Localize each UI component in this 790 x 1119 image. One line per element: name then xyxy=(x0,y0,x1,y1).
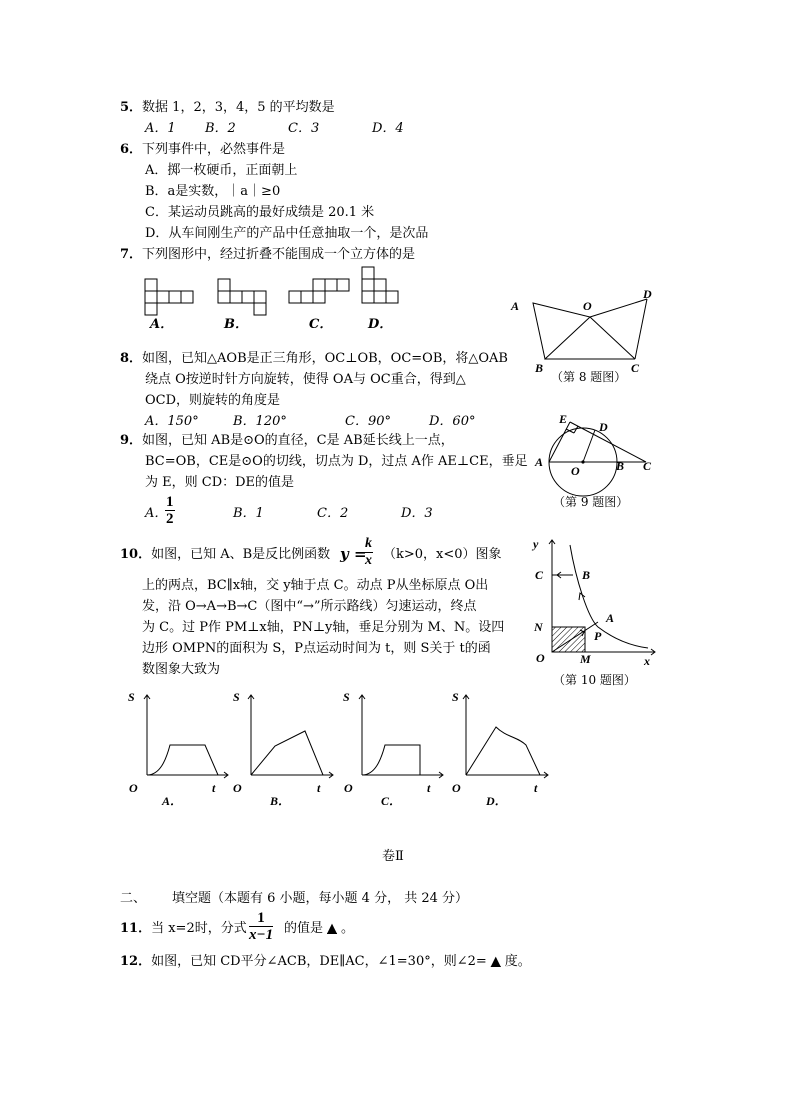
q9-option-a: A． xyxy=(145,506,168,521)
q8-line-3: OCD，则旋转的角度是 xyxy=(145,393,281,408)
q10-y-equals: y = xyxy=(340,545,367,563)
fig9-label-d: D xyxy=(599,420,608,434)
fig10-label-c: C xyxy=(535,568,544,582)
graph-b-option: B． xyxy=(270,794,291,808)
q11-frac-numerator: 1 xyxy=(249,910,273,927)
graph-d-t-label: t xyxy=(534,781,538,795)
graph-d-o-label: O xyxy=(452,781,461,795)
q10-line-6: 数图象大致为 xyxy=(142,662,221,677)
q5-option-c: C．3 xyxy=(288,121,320,136)
graph-c xyxy=(359,695,443,778)
fig9-label-e: E xyxy=(559,412,568,426)
q5-option-a: A．1 xyxy=(145,121,176,136)
volume-title: 卷Ⅱ xyxy=(382,849,404,864)
q6-option-c: C．某运动员跳高的最好成绩是 20.1 米 xyxy=(145,205,375,220)
graph-d-s-label: S xyxy=(452,690,459,704)
graph-a-t-label: t xyxy=(212,781,216,795)
q6-option-a: A．掷一枚硬币，正面朝上 xyxy=(145,163,298,178)
q10-line-5: 边形 OMPN的面积为 S，P点运动时间为 t，则 S关于 t的函 xyxy=(142,641,491,656)
q12-stem: 12．如图，已知 CD平分∠ACB，DE∥AC，∠1=30°，则∠2= ▲ 度。 xyxy=(120,954,531,969)
q9-line-2: BC=OB，CE是⊙O的切线，切点为 D，过点 A作 AE⊥CE，垂足 xyxy=(145,454,528,469)
graph-c-s-label: S xyxy=(343,690,350,704)
q10-line-4: 为 C。过 P作 PM⊥x轴，PN⊥y轴，垂足分别为 M、N。设四 xyxy=(142,620,505,635)
q10-frac-k: k xyxy=(365,536,372,551)
q8-option-d: D．60° xyxy=(429,414,476,429)
q9-line-3: 为 E，则 CD：DE的值是 xyxy=(145,475,295,490)
fig10-label-n: N xyxy=(534,620,543,634)
q10-frac-x: x xyxy=(365,553,372,568)
q9-option-c: C．2 xyxy=(317,506,349,521)
q7-option-a: A． xyxy=(150,317,174,332)
graph-c-o-label: O xyxy=(344,781,353,795)
fig10-label-x: x xyxy=(644,654,650,668)
q8-option-c: C．90° xyxy=(345,414,391,429)
q9-option-d: D．3 xyxy=(401,506,433,521)
q11-stem: 11．当 x=2时，分式 xyxy=(120,921,247,936)
fig9-label-o: O xyxy=(571,464,580,478)
graph-a xyxy=(144,695,228,778)
q8-option-b: B．120° xyxy=(233,414,287,429)
fig10-label-b: B xyxy=(582,568,591,582)
graph-d xyxy=(463,695,548,778)
fig8-label-b: B xyxy=(535,361,544,375)
q8-option-a: A．150° xyxy=(145,414,199,429)
q8-line-1: 8．如图，已知△AOB是正三角形，OC⊥OB，OC=OB，将△OAB xyxy=(120,351,508,366)
fig10-label-a: A xyxy=(606,611,615,625)
q11-answer: 的值是 ▲ 。 xyxy=(284,921,355,936)
q11-fraction xyxy=(249,910,273,943)
fig9-caption: （第 9 题图） xyxy=(553,495,629,509)
q6-option-d: D．从车间刚生产的产品中任意抽取一个，是次品 xyxy=(145,226,429,241)
graph-c-option: C． xyxy=(381,794,402,808)
q10-line-2: 上的两点，BC∥x轴，交 y轴于点 C。动点 P从坐标原点 O出 xyxy=(142,578,489,593)
q5-option-b: B．2 xyxy=(205,121,236,136)
q5-option-d: D．4 xyxy=(372,121,404,136)
graph-a-option: A． xyxy=(162,794,183,808)
q11-frac-denominator: x−1 xyxy=(249,927,274,943)
q7-option-b: B． xyxy=(224,317,248,332)
q9-frac-numerator: 1 xyxy=(166,494,174,510)
fig8-label-d: D xyxy=(643,287,652,301)
q7-stem: 7．下列图形中，经过折叠不能围成一个立方体的是 xyxy=(120,247,416,262)
fig10-label-m: M xyxy=(580,652,591,666)
q10-line-1-post: （k>0，x<0）图象 xyxy=(383,547,502,562)
q10-line-3: 发，沿 O→A→B→C（图中“→”所示路线）匀速运动，终点 xyxy=(142,599,477,614)
graph-a-o-label: O xyxy=(129,781,138,795)
fig9-label-a: A xyxy=(535,455,544,469)
fig9-label-c: C xyxy=(643,459,652,473)
fig10-caption: （第 10 题图） xyxy=(553,673,636,687)
q11-blank[interactable]: ▲ xyxy=(327,921,338,936)
q7-option-c: C． xyxy=(309,317,333,332)
fig9-label-b: B xyxy=(616,459,625,473)
q12-blank[interactable]: ▲ xyxy=(490,954,501,969)
fig8-label-a: A xyxy=(511,299,520,313)
q7-option-d: D． xyxy=(368,317,393,332)
graph-b xyxy=(248,695,333,778)
fig10-label-y: y xyxy=(533,537,539,551)
section-heading: 二、 填空题（本题有 6 小题，每小题 4 分， 共 24 分） xyxy=(120,891,469,906)
q9-line-1: 9．如图，已知 AB是⊙O的直径，C是 AB延长线上一点， xyxy=(120,433,454,448)
fig8-caption: （第 8 题图） xyxy=(551,370,627,384)
graph-c-t-label: t xyxy=(427,781,431,795)
fig8-label-c: C xyxy=(631,361,640,375)
graph-b-o-label: O xyxy=(233,781,242,795)
q9-frac-denominator: 2 xyxy=(166,511,174,527)
graph-a-s-label: S xyxy=(128,690,135,704)
q6-stem: 6．下列事件中，必然事件是 xyxy=(120,142,286,157)
q10-line-1: 10．如图，已知 A、B是反比例函数 xyxy=(120,547,331,562)
fig10-label-p: P xyxy=(594,629,602,643)
q9-option-b: B．1 xyxy=(233,506,264,521)
fig8-label-o: O xyxy=(583,299,592,313)
graph-b-s-label: S xyxy=(233,690,240,704)
q8-line-2: 绕点 O按逆时针方向旋转，使得 OA与 OC重合，得到△ xyxy=(145,372,466,387)
q6-option-b: B．a是实数，｜a｜≥0 xyxy=(145,184,281,199)
q5-stem: 5．数据 1，2，3，4，5 的平均数是 xyxy=(120,100,335,115)
graph-b-t-label: t xyxy=(317,781,321,795)
graph-d-option: D． xyxy=(486,794,507,808)
fig10-label-o: O xyxy=(536,651,545,665)
